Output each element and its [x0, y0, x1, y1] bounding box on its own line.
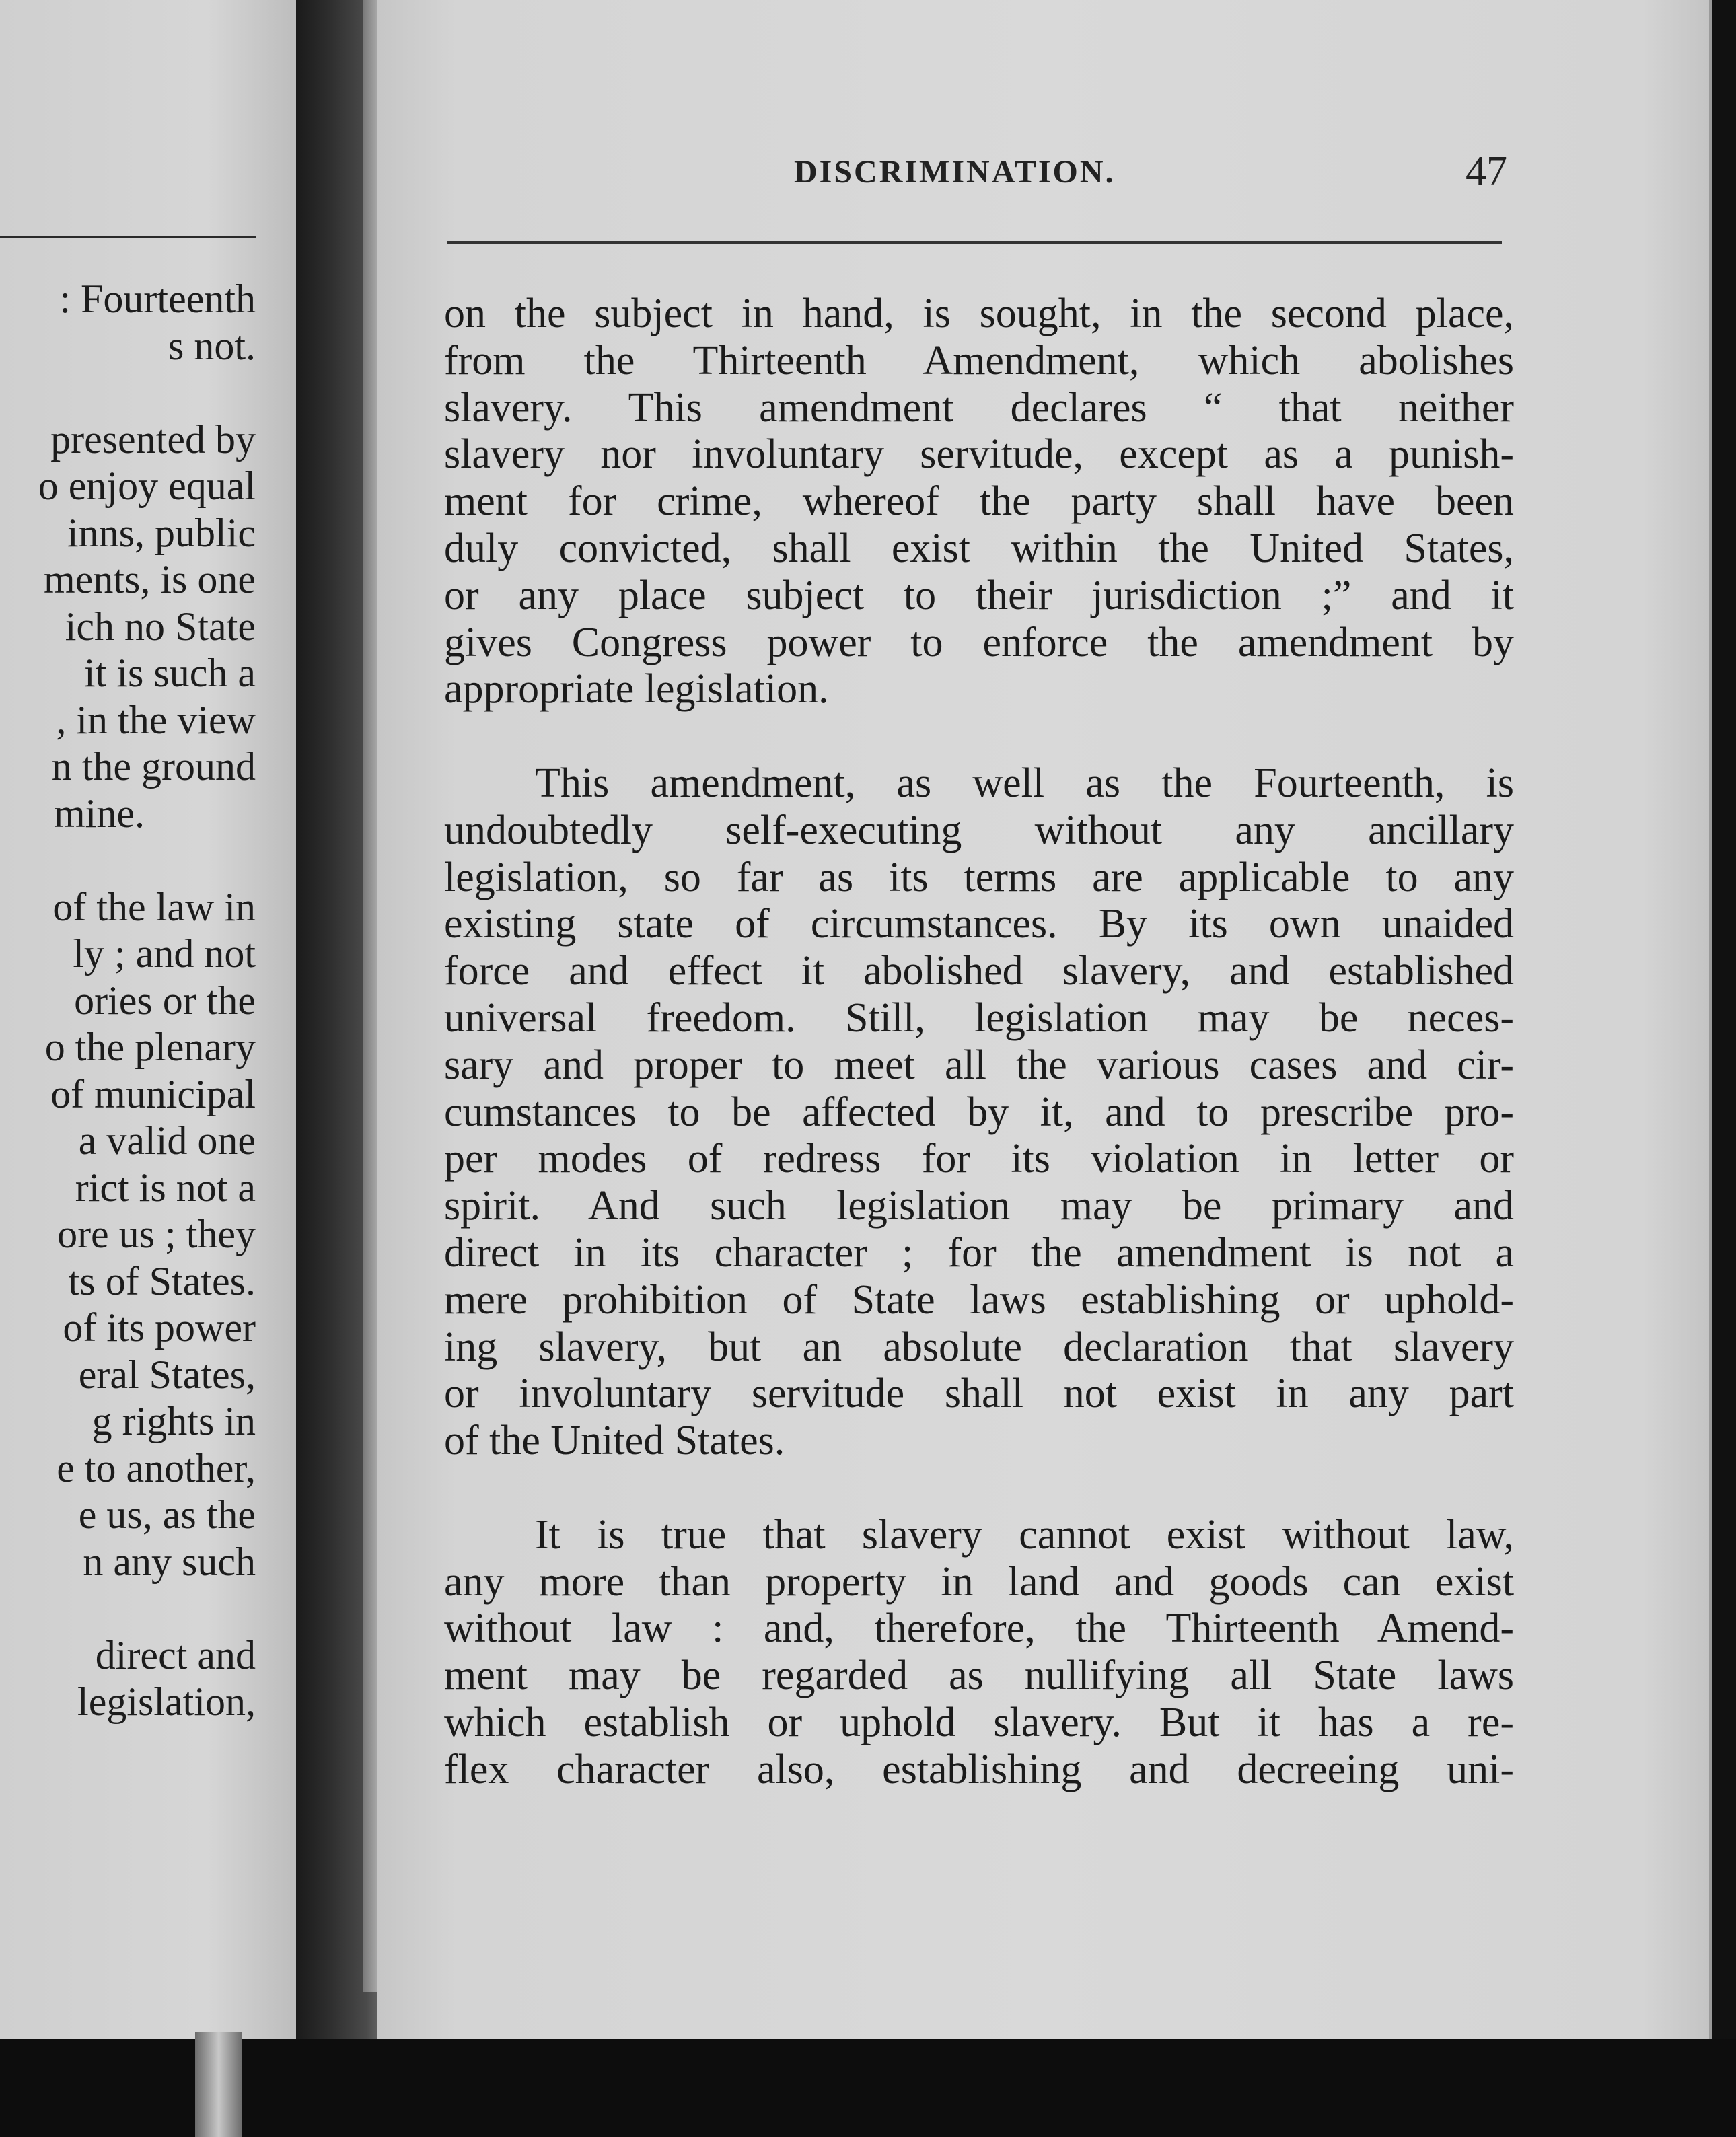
left-line: n any such	[83, 1539, 256, 1584]
left-line: ories or the	[74, 978, 256, 1023]
page-number: 47	[1466, 149, 1507, 194]
text-line: force and effect it abolished slavery, and established	[444, 948, 1514, 994]
left-line: it is such a	[84, 651, 256, 695]
text-line: ing slavery, but an absolute declaration that slavery	[444, 1324, 1514, 1370]
book-spine-detail	[195, 2032, 242, 2137]
text-line: which establish or uphold slavery. But it has a re-	[444, 1699, 1514, 1745]
left-page-text	[0, 276, 256, 1726]
left-line: inns, public	[67, 510, 256, 555]
left-line: o the plenary	[44, 1025, 256, 1069]
left-line: presented by	[50, 416, 256, 462]
text-line: cumstances to be affected by it, and to prescribe pro-	[444, 1089, 1514, 1135]
left-line: s not.	[168, 323, 256, 368]
text-line: or any place subject to their jurisdiction ;” and it	[444, 572, 1514, 618]
header-rule	[447, 241, 1502, 244]
text-line: legislation, so far as its terms are applicable to any	[444, 854, 1514, 900]
left-line: : Fourteenth	[59, 277, 256, 321]
left-line: of the law in	[52, 884, 256, 929]
text-line: sary and proper to meet all the various cases and cir-	[444, 1042, 1514, 1088]
text-line: ment may be regarded as nullifying all State laws	[444, 1653, 1514, 1699]
paragraph-gap	[444, 1465, 1514, 1512]
text-line: per modes of redress for its violation in letter or	[444, 1136, 1514, 1182]
text-line: flex character also, establishing and decreeing uni-	[444, 1746, 1514, 1792]
running-title: DISCRIMINATION.	[794, 154, 1116, 190]
paragraph-gap	[444, 713, 1514, 760]
left-line: o enjoy equal	[38, 464, 256, 508]
left-line: mine.	[54, 791, 145, 836]
page-body	[444, 291, 1514, 1794]
text-line: ment for crime, whereof the party shall have been	[444, 478, 1514, 525]
left-line: ore us ; they	[57, 1212, 256, 1256]
text-line: on the subject in hand, is sought, in the second place,	[444, 291, 1514, 336]
text-line: duly convicted, shall exist within the United States,	[444, 525, 1514, 571]
text-line: universal freedom. Still, legislation may be neces-	[444, 994, 1514, 1041]
left-line: ich no State	[65, 604, 256, 649]
left-line: legislation,	[77, 1679, 256, 1724]
left-line: ly ; and not	[73, 931, 256, 976]
text-line: spirit. And such legislation may be primary and	[444, 1183, 1514, 1229]
left-line: g rights in	[92, 1399, 256, 1443]
left-line: ts of States.	[68, 1258, 256, 1303]
left-gap	[0, 369, 256, 416]
text-line: existing state of circumstances. By its own unaided	[444, 901, 1514, 947]
left-line: , in the view	[56, 697, 256, 742]
text-line: without law : and, therefore, the Thirteenth Amend-	[444, 1605, 1514, 1652]
text-line: or involuntary servitude shall not exist in any part	[444, 1371, 1514, 1417]
left-line: ments, is one	[44, 557, 256, 602]
left-page-header-rule	[0, 236, 256, 238]
left-line: rict is not a	[75, 1165, 256, 1210]
text-line: This amendment, as well as the Fourteenth, is	[535, 760, 1514, 806]
text-line: gives Congress power to enforce the amendment by	[444, 619, 1514, 665]
text-line: slavery. This amendment declares “ that neither	[444, 384, 1514, 431]
left-line: direct and	[95, 1632, 256, 1677]
background-below-page	[0, 2039, 1736, 2137]
text-line: any more than property in land and goods can exist	[444, 1558, 1514, 1605]
text-line: from the Thirteenth Amendment, which abolishes	[444, 337, 1514, 384]
left-line: e us, as the	[78, 1492, 256, 1537]
left-gap	[0, 837, 256, 884]
left-line: a valid one	[78, 1118, 256, 1163]
text-line: of the United States.	[444, 1418, 785, 1464]
left-line: n the ground	[51, 744, 256, 789]
left-facing-page	[0, 0, 296, 2039]
text-line: mere prohibition of State laws establishing or uphold-	[444, 1276, 1514, 1323]
text-line: appropriate legislation.	[444, 666, 829, 713]
text-line: It is true that slavery cannot exist without law,	[535, 1511, 1514, 1558]
left-gap	[0, 1585, 256, 1632]
left-line: of its power	[63, 1305, 256, 1350]
left-line: eral States,	[78, 1352, 256, 1397]
text-line: undoubtedly self-executing without any ancillary	[444, 807, 1514, 853]
left-line: of municipal	[50, 1071, 256, 1116]
text-line: slavery nor involuntary servitude, except as a punish-	[444, 431, 1514, 478]
text-line: direct in its character ; for the amendment is not a	[444, 1229, 1514, 1276]
left-line: e to another,	[57, 1445, 256, 1490]
